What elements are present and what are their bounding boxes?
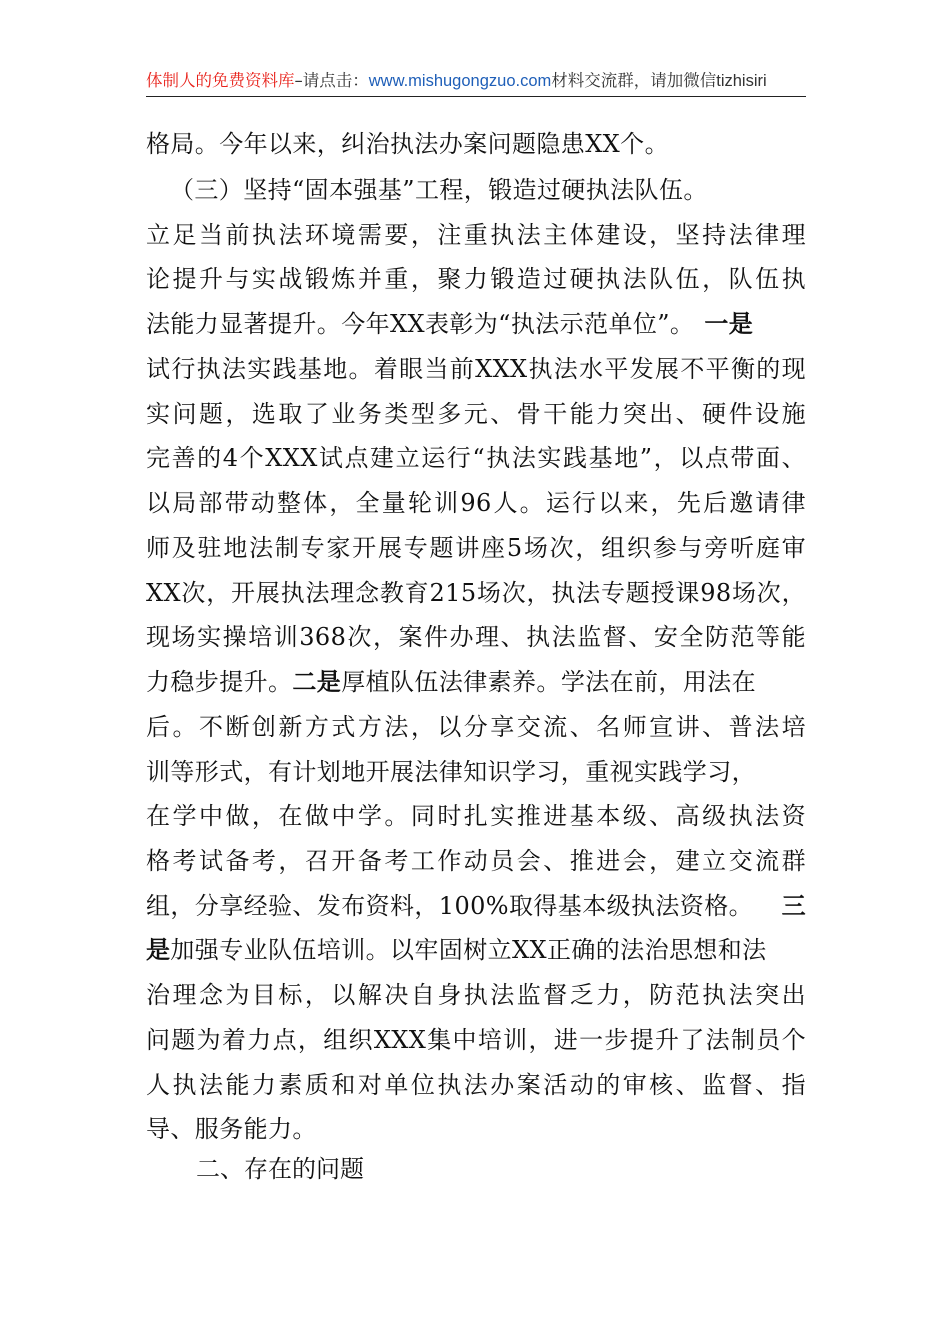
emphasis-run: 三 — [781, 891, 806, 920]
body-line: 实问题，选取了业务类型多元、骨干能力突出、硬件设施 — [146, 400, 806, 428]
body-line — [146, 890, 806, 922]
header-wechat-id: tizhisiri — [716, 72, 767, 90]
emphasis-run: 一是 — [704, 309, 754, 338]
header-note: 材料交流群，请加微信 — [551, 71, 717, 90]
text-run: 力稳步提升。 — [146, 668, 293, 696]
body-line: 训等形式，有计划地开展法律知识学习，重视实践学习， — [146, 758, 756, 786]
body-line: 治理念为目标，以解决自身执法监督乏力，防范执法突出 — [146, 981, 806, 1009]
body-line: 论提升与实战锻炼并重，聚力锻造过硬执法队伍，队伍执 — [146, 265, 806, 293]
body-line: 以局部带动整体，全量轮训96人。运行以来，先后邀请律 — [146, 489, 806, 517]
text-run: 厚植队伍法律素养。学法在前，用法在 — [341, 668, 757, 696]
text-run: 加强专业队伍培训。以牢固树立XX正确的法治思想和法 — [170, 936, 767, 964]
page-header — [146, 66, 806, 97]
body-line: 完善的4个XXX试点建立运行“执法实践基地”，以点带面、 — [146, 444, 806, 472]
body-line: 格局。今年以来，纠治执法办案问题隐患XX个。 — [146, 130, 669, 158]
body-line — [146, 308, 806, 340]
text-run: 法能力显著提升。今年XX表彰为“执法示范单位”。 — [146, 310, 695, 338]
body-line: 现场实操培训368次，案件办理、执法监督、安全防范等能 — [146, 623, 806, 651]
body-line: 师及驻地法制专家开展专题讲座5场次，组织参与旁听庭审 — [146, 534, 806, 562]
header-prompt: –请点击： — [294, 71, 369, 90]
body-line: 后。不断创新方式方法，以分享交流、名师宣讲、普法培 — [146, 713, 806, 741]
section-heading: 二、存在的问题 — [196, 1155, 364, 1183]
body-line: XX次，开展执法理念教育215场次，执法专题授课98场次， — [146, 579, 806, 607]
body-line: 导、服务能力。 — [146, 1115, 317, 1143]
text-run: 组，分享经验、发布资料，100%取得基本级执法资格。 — [146, 892, 754, 920]
body-line — [146, 934, 806, 966]
body-line: 格考试备考，召开备考工作动员会、推进会，建立交流群 — [146, 847, 806, 875]
subheading-line: （三）坚持“固本强基”工程，锻造过硬执法队伍。 — [170, 176, 708, 204]
body-line: 试行执法实践基地。着眼当前XXX执法水平发展不平衡的现 — [146, 355, 806, 383]
emphasis-run: 二是 — [292, 667, 342, 696]
body-line — [146, 666, 806, 698]
body-line: 问题为着力点，组织XXX集中培训，进一步提升了法制员个 — [146, 1026, 806, 1054]
body-line: 立足当前执法环境需要，注重执法主体建设，坚持法律理 — [146, 221, 806, 249]
header-url-link[interactable]: www.mishugongzuo.com — [368, 72, 552, 90]
emphasis-run: 是 — [146, 935, 171, 964]
body-line: 在学中做，在做中学。同时扎实推进基本级、高级执法资 — [146, 802, 806, 830]
body-line: 人执法能力素质和对单位执法办案活动的审核、监督、指 — [146, 1071, 806, 1099]
header-brand: 体制人的免费资料库 — [146, 71, 295, 90]
